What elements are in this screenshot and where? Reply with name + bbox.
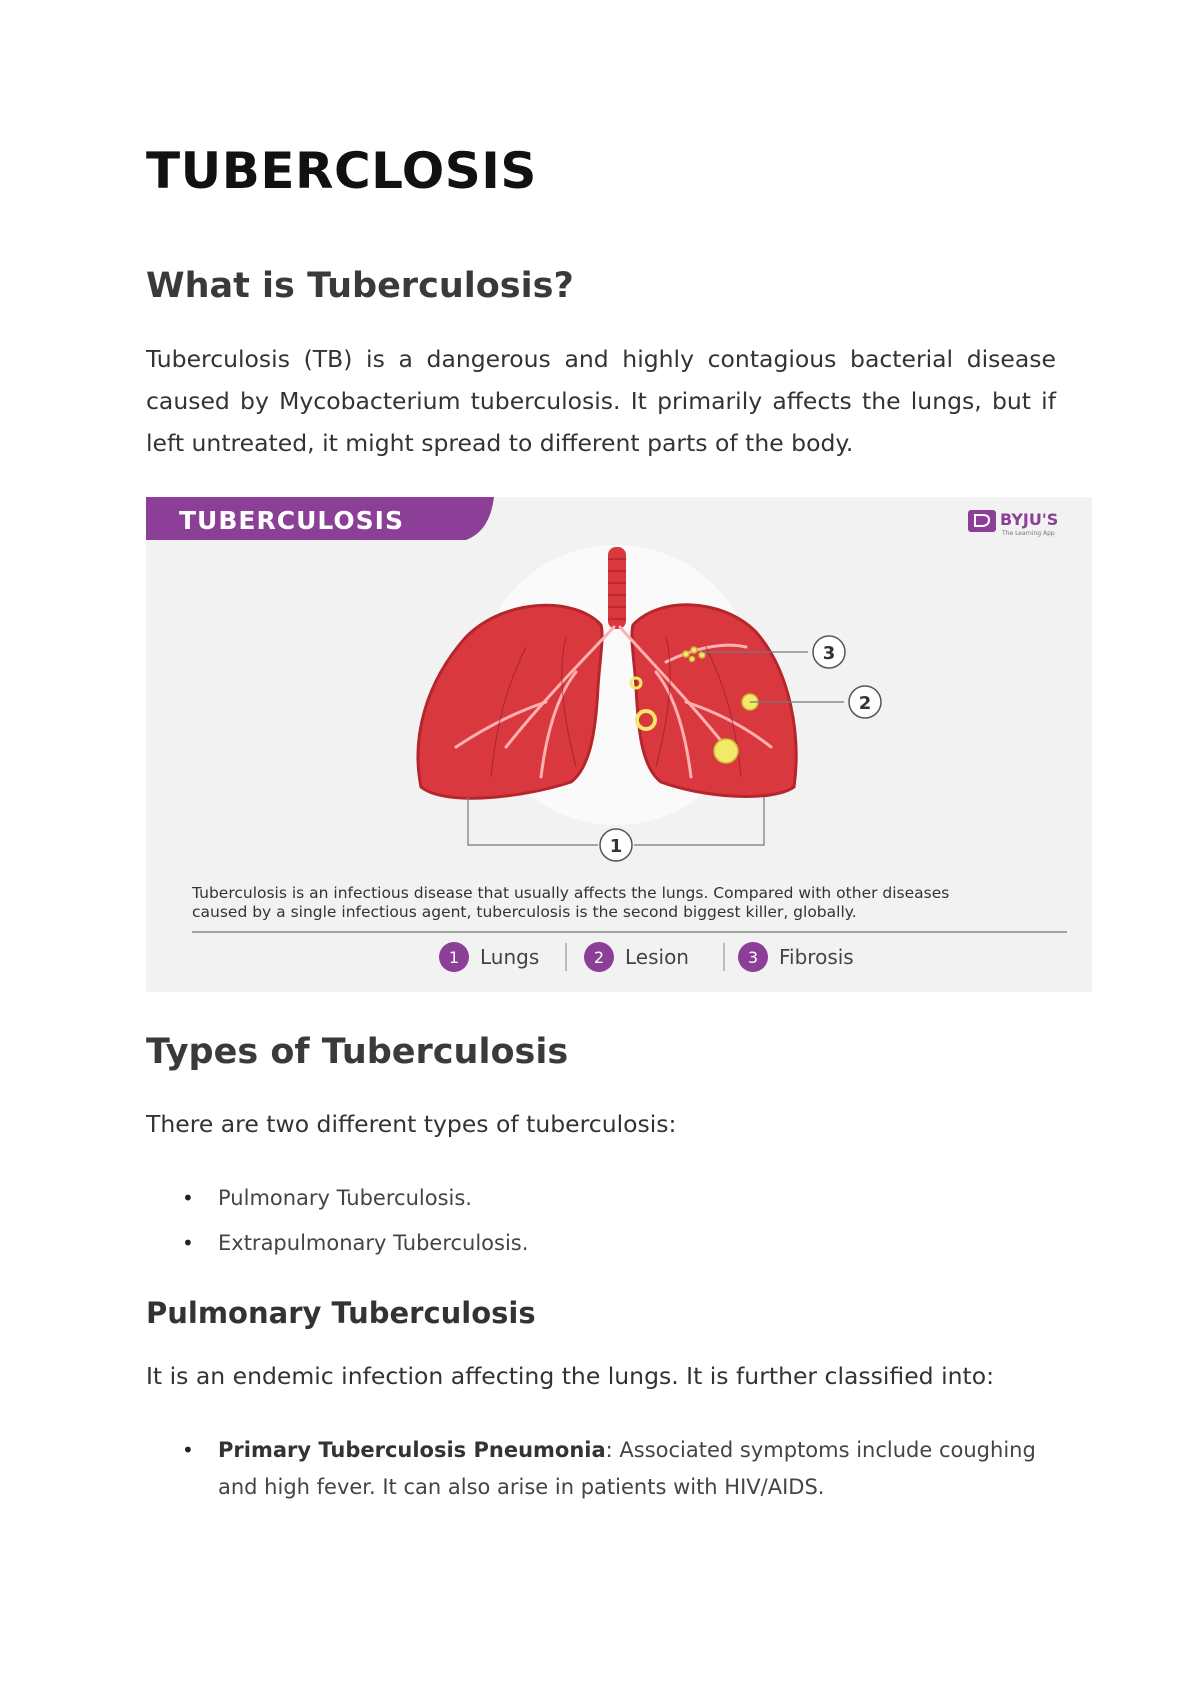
tuberculosis-infographic	[146, 497, 1092, 992]
document-title: TUBERCLOSIS	[146, 142, 537, 200]
svg-text:The Learning App: The Learning App	[1002, 530, 1055, 537]
svg-text:2: 2	[858, 693, 872, 714]
list-item: • Extrapulmonary Tuberculosis.	[146, 1225, 528, 1270]
svg-text:2: 2	[593, 948, 605, 967]
byjus-logo	[968, 510, 1058, 537]
legend-fibrosis	[738, 942, 854, 972]
svg-text:Lungs: Lungs	[480, 945, 540, 969]
banner-text: TUBERCULOSIS	[179, 506, 404, 535]
callout-2	[849, 686, 881, 718]
section-heading-what-is: What is Tuberculosis?	[146, 266, 574, 306]
types-list	[146, 1180, 528, 1270]
list-item	[146, 1432, 1056, 1506]
section-heading-pulmonary: Pulmonary Tuberculosis	[146, 1296, 536, 1330]
svg-text:Fibrosis: Fibrosis	[779, 945, 854, 969]
callout-3	[813, 636, 845, 668]
pulmonary-list	[146, 1432, 1056, 1506]
svg-text:Lesion: Lesion	[625, 945, 689, 969]
list-item: • Pulmonary Tuberculosis.	[146, 1180, 528, 1225]
list-item-term: Primary Tuberculosis Pneumonia	[218, 1438, 606, 1462]
section-heading-types: Types of Tuberculosis	[146, 1032, 569, 1072]
legend-lesion	[584, 942, 689, 972]
figure-caption-line2: caused by a single infectious agent, tuberculosis is the second biggest killer, globally.	[192, 903, 857, 921]
legend-lungs	[439, 942, 539, 972]
intro-paragraph: Tuberculosis (TB) is a dangerous and highly contagious bacterial disease caused by Mycobacterium tuberculosis. It primarily affects the lungs, but if left untreated, it might spread to different parts of the body.	[146, 345, 1056, 457]
svg-text:3: 3	[747, 948, 759, 967]
figure-caption-line1: Tuberculosis is an infectious disease that usually affects the lungs. Compared with other diseases	[192, 884, 950, 902]
pulmonary-intro: It is an endemic infection affecting the lungs. It is further classified into:	[146, 1362, 994, 1390]
types-intro: There are two different types of tuberculosis:	[146, 1110, 677, 1138]
callout-1	[600, 829, 632, 861]
svg-text:BYJU'S: BYJU'S	[1000, 510, 1059, 529]
svg-text:1: 1	[448, 948, 460, 967]
svg-text:1: 1	[609, 836, 623, 857]
list-item-desc: : Associated symptoms include coughing and high fever. It can also arise in patients with HIV/AIDS.	[218, 1438, 1036, 1499]
svg-text:3: 3	[822, 643, 836, 664]
